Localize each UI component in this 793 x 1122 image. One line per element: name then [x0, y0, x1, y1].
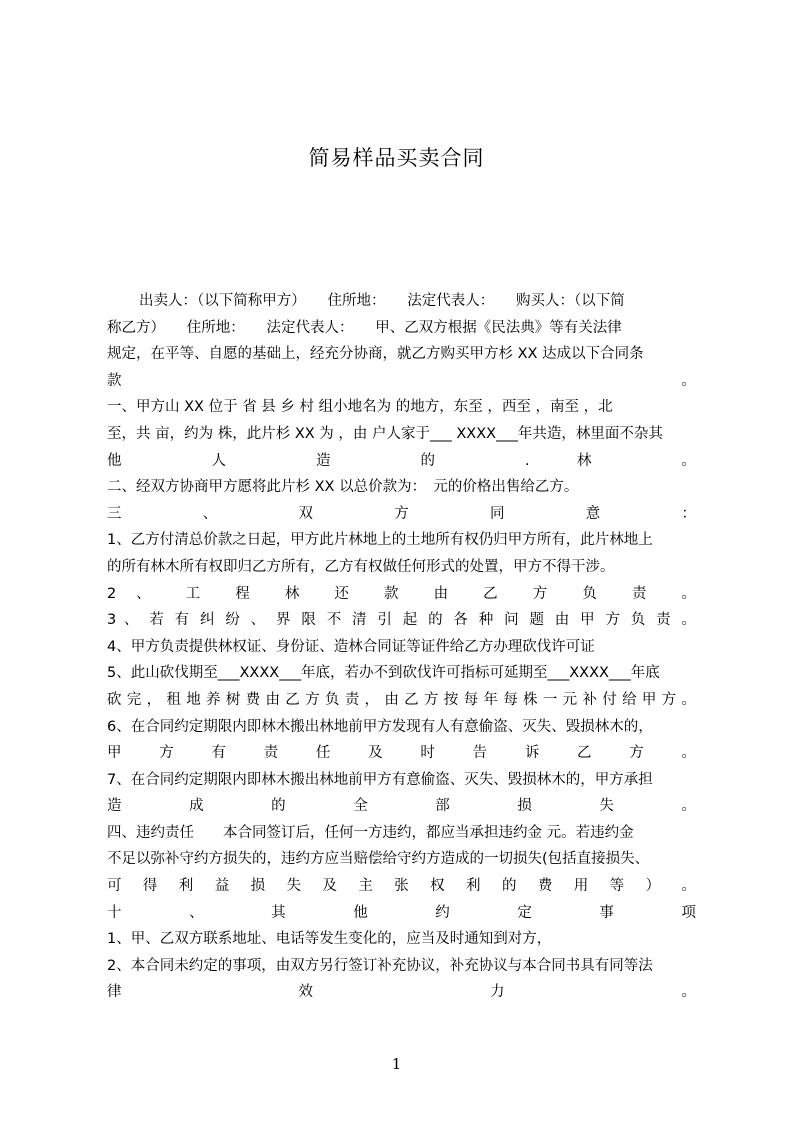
contract-line: 1、甲、乙双方联系地址、电话等发生变化的，应当及时通知到对方， — [107, 931, 552, 948]
contract-line: 造 成 的 全 部 损 失 。 — [107, 798, 696, 815]
contract-line: 5、此山砍伐期至___XXXX___年底，若办不到砍伐许可指标可延期至___XXXX___年底 — [107, 665, 660, 682]
contract-line: 称乙方） 住所地： 法定代表人： 甲、乙双方根据《民法典》等有关法律 — [107, 319, 622, 336]
contract-line: 的所有林木所有权即归乙方所有，乙方有权做任何形式的处置，甲方不得干涉。 — [107, 558, 615, 575]
page-number: 1 — [391, 1055, 402, 1073]
contract-line: 十 、 其 他 约 定 事 项 — [107, 904, 696, 921]
contract-line: 三 、 双 方 同 意 ： — [107, 505, 696, 522]
contract-line: 二、经双方协商甲方愿将此片杉 XX 以总价款为： 元的价格出售给乙方。 — [107, 479, 579, 496]
contract-line: 2 、 工 程 林 还 款 由 乙 方 负 责 。 — [107, 585, 696, 602]
contract-line: 甲 方 有 责 任 及 时 告 诉 乙 方 。 — [107, 745, 696, 762]
contract-line: 四、违约责任 本合同签订后，任何一方违约，都应当承担违约金 元。若违约金 — [107, 824, 634, 841]
contract-line: 律 效 力 。 — [107, 984, 696, 1001]
contract-line: 可 得 利 益 损 失 及 主 张 权 利 的 费 用 等 ） 。 — [107, 878, 696, 895]
contract-line: 2、本合同未约定的事项，由双方另行签订补充协议，补充协议与本合同书具有同等法 — [107, 957, 653, 974]
contract-line: 不足以弥补守约方损失的，违约方应当赔偿给守约方造成的一切损失(包括直接损失、 — [107, 851, 650, 868]
contract-line: 4、甲方负责提供林权证、身份证、造林合同证等证件给乙方办理砍伐许可证 — [107, 638, 595, 655]
contract-line: 7、在合同约定期限内即林木搬出林地前甲方有意偷盗、灭失、毁损林木的，甲方承担 — [107, 771, 653, 788]
contract-line: 款 。 — [107, 372, 696, 389]
contract-line: 1、乙方付清总价款之日起，甲方此片林地上的土地所有权仍归甲方所有，此片林地上 — [107, 532, 653, 549]
contract-line: 砍完，租地养树费由乙方负责，由乙方按每年每株一元补付给甲方。 — [107, 691, 696, 708]
contract-body — [107, 288, 696, 1006]
contract-line: 出卖人：（以下简称甲方） 住所地： 法定代表人： 购买人：（以下简 — [139, 293, 625, 309]
contract-line: 至，共 亩，约为 株，此片杉 XX 为 ，由 户人家于___ XXXX___年共造，林里面不杂其 — [107, 425, 663, 442]
document-title: 简易样品买卖合同 — [308, 146, 485, 170]
contract-line: 6、在合同约定期限内即林木搬出林地前甲方发现有人有意偷盗、灭失、毁损林木的， — [107, 718, 653, 735]
contract-line: 一、甲方山 XX 位于 省 县 乡 村 组小地名为 的地方，东至 ，西至 ，南至 ，北 — [107, 399, 613, 416]
contract-line: 3 、 若 有 纠 纷 、 界 限 不 清 引 起 的 各 种 问 题 由 甲 方 负 责 。 — [107, 612, 696, 629]
contract-line: 规定，在平等、自愿的基础上，经充分协商，就乙方购买甲方杉 XX 达成以下合同条 — [107, 346, 644, 363]
contract-line: 他 人 造 的 . 林 。 — [107, 452, 696, 469]
